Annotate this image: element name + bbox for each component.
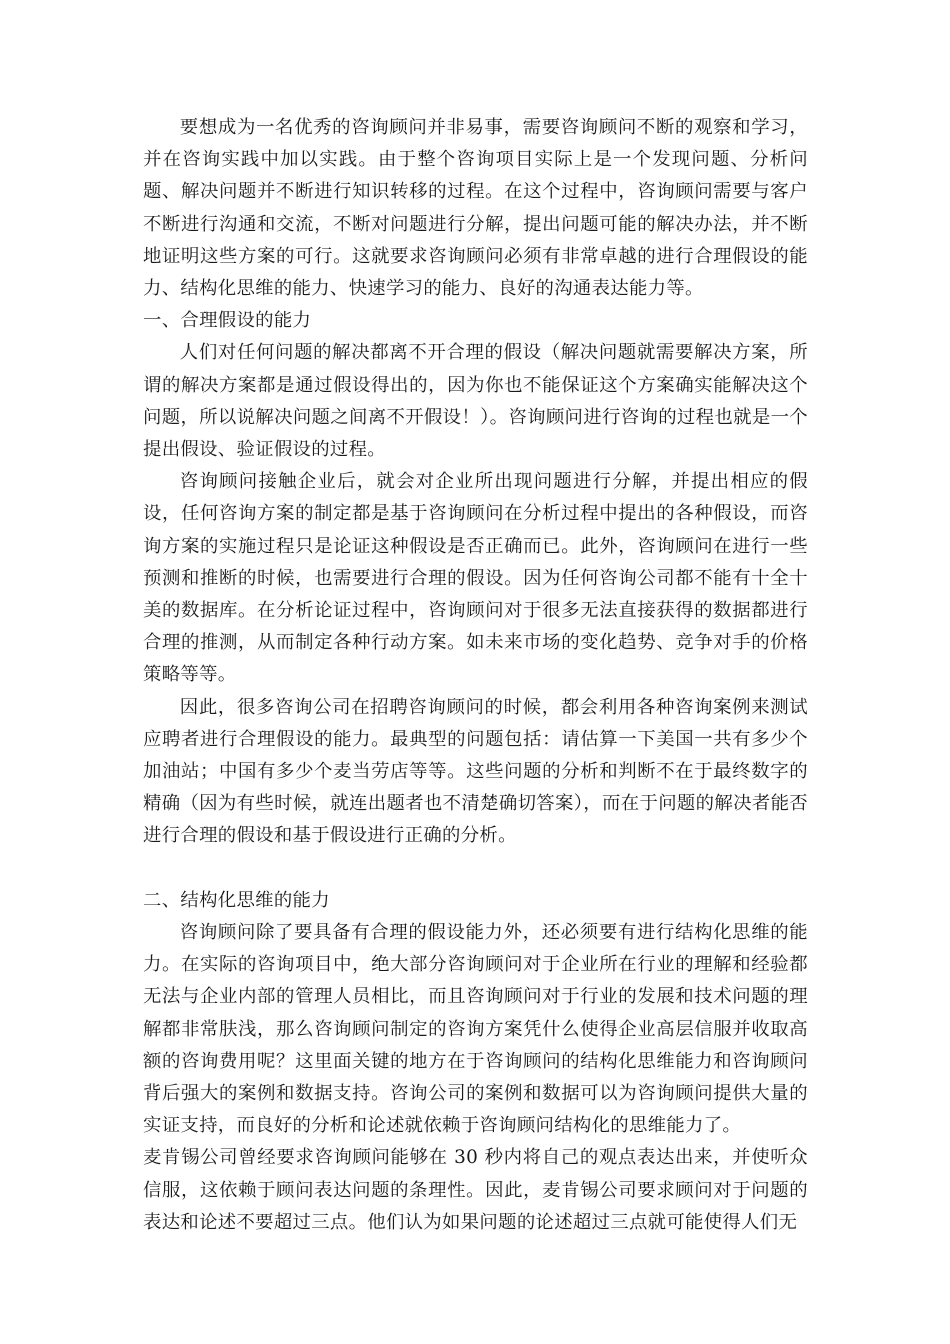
assumption-paragraph-1: 人们对任何问题的解决都离不开合理的假设（解决问题就需要解决方案，所谓的解决方案都是通过假设得出的，因为你也不能保证这个方案确实能解决这个问题，所以说解决问题之间离不开假设！）。咨询顾问进行咨询的过程也就是一个提出假设、验证假设的过程。 [143, 342, 808, 461]
section-heading-assumption: 一、合理假设的能力 [143, 310, 312, 332]
blank-line [143, 853, 808, 885]
structured-thinking-paragraph-2: 麦肯锡公司曾经要求咨询顾问能够在 30 秒内将自己的观点表达出来，并使听众信服，这依赖于顾问表达问题的条理性。因此，麦肯锡公司要求顾问对于问题的表达和论述不要超过三点。他们认为如果问题的论述超过三点就可能使得人们无 [143, 1147, 808, 1233]
assumption-paragraph-2: 咨询顾问接触企业后，就会对企业所出现问题进行分解，并提出相应的假设，任何咨询方案的制定都是基于咨询顾问在分析过程中提出的各种假设，而咨询方案的实施过程只是论证这种假设是否正确而已。此外，咨询顾问在进行一些预测和推断的时候，也需要进行合理的假设。因为任何咨询公司都不能有十全十美的数据库。在分析论证过程中，咨询顾问对于很多无法直接获得的数据都进行合理的推测，从而制定各种行动方案。如未来市场的变化趋势、竞争对手的价格策略等等。 [143, 471, 808, 686]
assumption-paragraph-3: 因此，很多咨询公司在招聘咨询顾问的时候，都会利用各种咨询案例来测试应聘者进行合理假设的能力。最典型的问题包括：请估算一下美国一共有多少个加油站；中国有多少个麦当劳店等等。这些问题的分析和判断不在于最终数字的精确（因为有些时候，就连出题者也不清楚确切答案），而在于问题的解决者能否进行合理的假设和基于假设进行正确的分析。 [143, 696, 808, 847]
intro-paragraph: 要想成为一名优秀的咨询顾问并非易事，需要咨询顾问不断的观察和学习，并在咨询实践中加以实践。由于整个咨询项目实际上是一个发现问题、分析问题、解决问题并不断进行知识转移的过程。在这个过程中，咨询顾问需要与客户不断进行沟通和交流，不断对问题进行分解，提出问题可能的解决办法，并不断地证明这些方案的可行。这就要求咨询顾问必须有非常卓越的进行合理假设的能力、结构化思维的能力、快速学习的能力、良好的沟通表达能力等。 [143, 117, 808, 300]
section-heading-structured-thinking: 二、结构化思维的能力 [143, 889, 330, 911]
structured-thinking-paragraph-1: 咨询顾问除了要具备有合理的假设能力外，还必须要有进行结构化思维的能力。在实际的咨询项目中，绝大部分咨询顾问对于企业所在行业的理解和经验都无法与企业内部的管理人员相比，而且咨询顾问对于行业的发展和技术问题的理解都非常肤浅，那么咨询顾问制定的咨询方案凭什么使得企业高层信服并收取高额的咨询费用呢？这里面关键的地方在于咨询顾问的结构化思维能力和咨询顾问背后强大的案例和数据支持。咨询公司的案例和数据可以为咨询顾问提供大量的实证支持，而良好的分析和论述就依赖于咨询顾问结构化的思维能力了。 [143, 922, 808, 1137]
document-body [143, 112, 808, 1239]
